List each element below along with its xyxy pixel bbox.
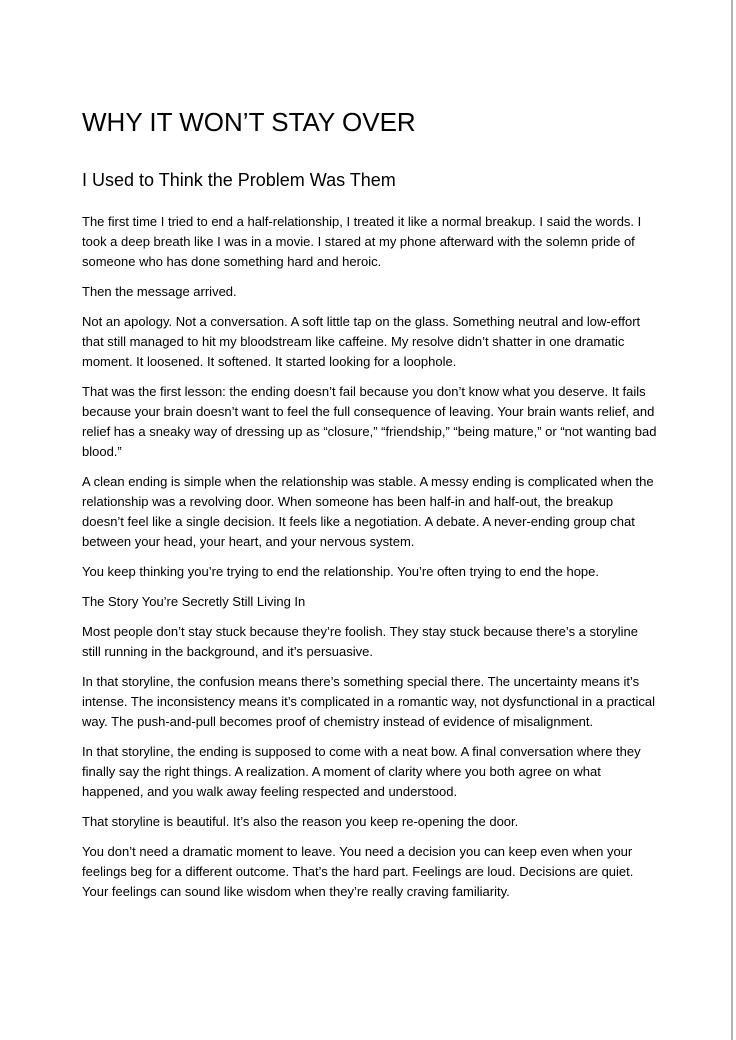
paragraph: In that storyline, the confusion means there’s something special there. The uncertainty means it’s intense. The inconsistency means it’s complicated in a romantic way, not dysfunctional in a practical way. The push-and-pull becomes proof of chemistry instead of evidence of misalignment. [82,674,656,729]
document-body [82,212,657,902]
paragraph: You keep thinking you’re trying to end the relationship. You’re often trying to end the hope. [82,564,599,579]
paragraph: In that storyline, the ending is supposed to come with a neat bow. A final conversation where they finally say the right things. A realization. A moment of clarity where you both agree on what happened, and you walk away feeling respected and understood. [82,744,641,799]
paragraph: Most people don’t stay stuck because they’re foolish. They stay stuck because there’s a storyline still running in the background, and it’s persuasive. [82,624,638,659]
section-subheading: The Story You’re Secretly Still Living In [82,594,306,609]
document-content [82,0,657,912]
paragraph: You don’t need a dramatic moment to leave. You need a decision you can keep even when your feelings beg for a different outcome. That’s the hard part. Feelings are loud. Decisions are quiet. Your feelings can sound like wisdom when they’re really craving familiarity. [82,844,634,899]
paragraph: That storyline is beautiful. It’s also the reason you keep re-opening the door. [82,814,519,829]
document-title: WHY IT WON’T STAY OVER [82,107,416,137]
page-edge-line [731,0,733,1040]
paragraph: Then the message arrived. [82,284,237,299]
paragraph: A clean ending is simple when the relationship was stable. A messy ending is complicated when the relationship was a revolving door. When someone has been half-in and half-out, the breakup doesn’t feel like a single decision. It feels like a negotiation. A debate. A never-ending group chat between your head, your heart, and your nervous system. [82,474,654,549]
section-heading: I Used to Think the Problem Was Them [82,170,396,190]
paragraph: Not an apology. Not a conversation. A soft little tap on the glass. Something neutral and low-effort that still managed to hit my bloodstream like caffeine. My resolve didn’t shatter in one dramatic moment. It loosened. It softened. It started looking for a loophole. [82,314,641,369]
paragraph: That was the first lesson: the ending doesn’t fail because you don’t know what you deserve. It fails because your brain doesn’t want to feel the full consequence of leaving. Your brain wants relief, and relief has a sneaky way of dressing up as “closure,” “friendship,” “being mature,” or “not wanting bad blood.” [82,384,657,459]
paragraph: The first time I tried to end a half-relationship, I treated it like a normal breakup. I said the words. I took a deep breath like I was in a movie. I stared at my phone afterward with the solemn pride of someone who has done something hard and heroic. [82,214,642,269]
